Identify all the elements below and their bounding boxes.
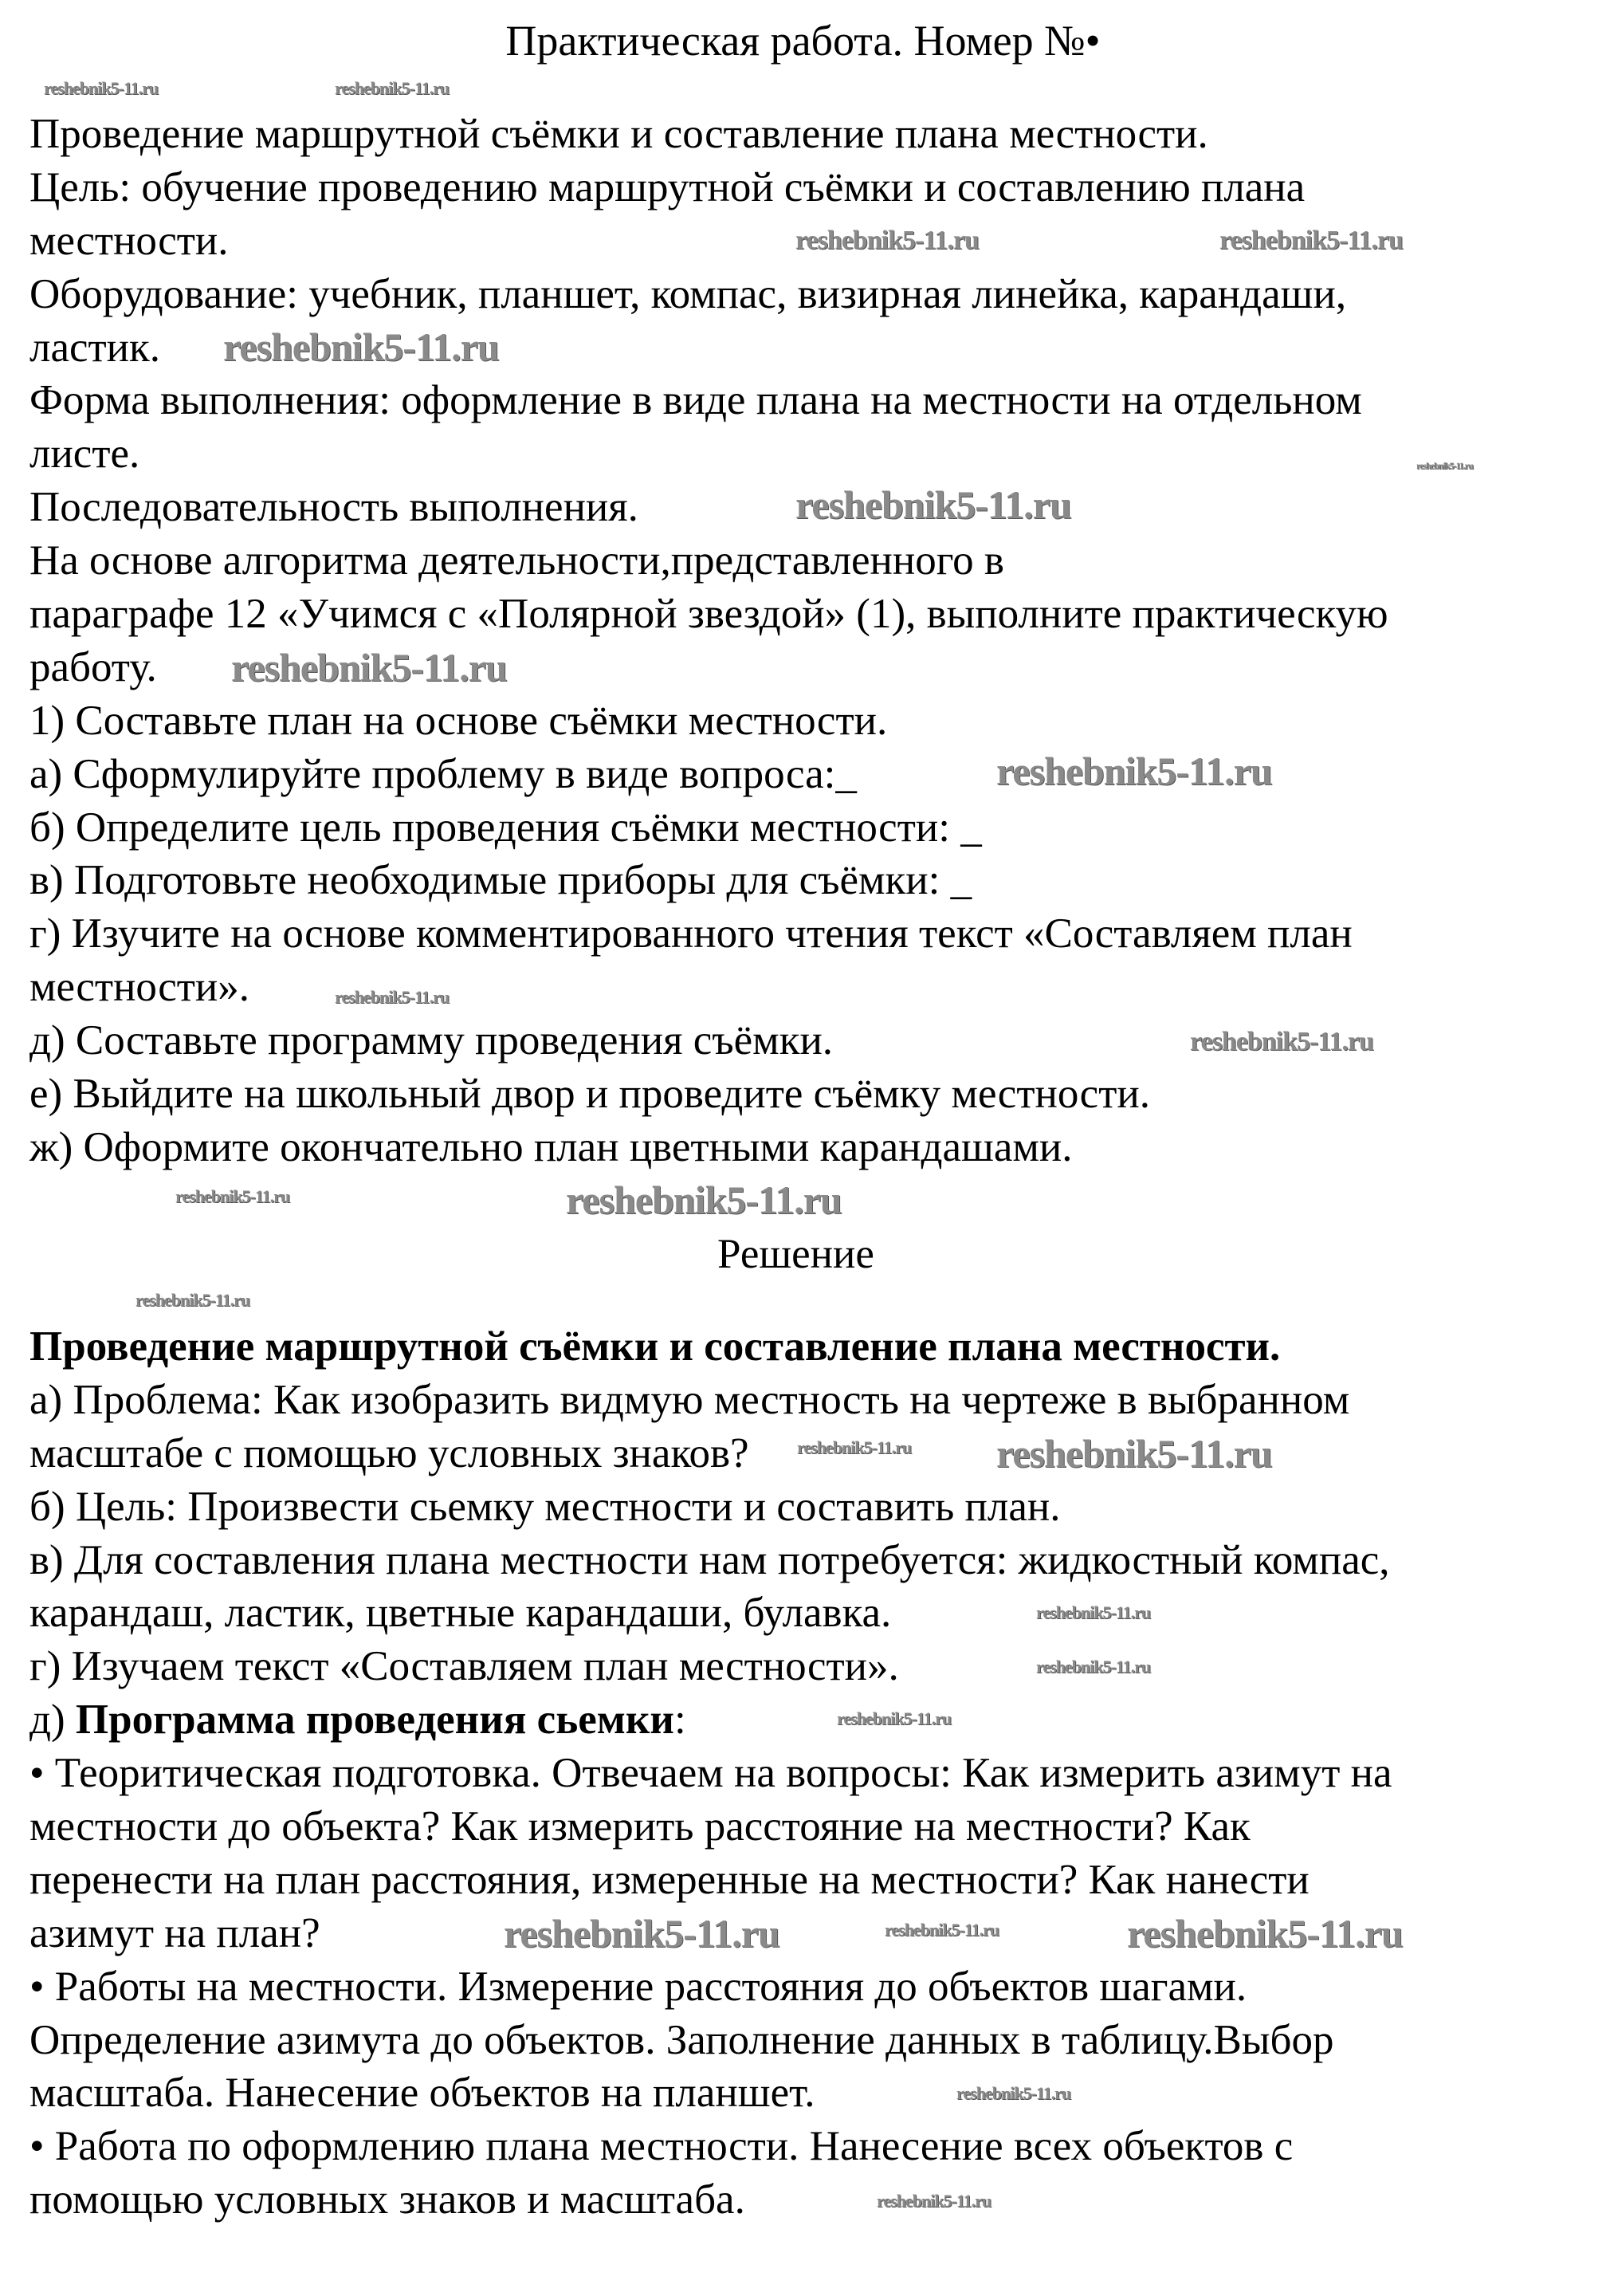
task-line: Проведение маршрутной съёмки и составление плана местности. [29, 111, 1208, 157]
watermark: reshebnik5-11.ru [1416, 460, 1473, 471]
solution-line: местности до объекта? Как измерить расстояние на местности? Как [29, 1803, 1251, 1850]
task-section [29, 108, 1592, 1281]
task-line: ластик. [29, 324, 161, 371]
program-prefix: д) [29, 1696, 76, 1744]
task-line: ж) Оформите окончательно план цветными карандашами. [29, 1123, 1073, 1170]
solution-line: карандаш, ластик, цветные карандаши, булавка. [29, 1590, 892, 1637]
task-line: Форма выполнения: оформление в виде плана на местности на отдельном [29, 377, 1362, 424]
watermark: reshebnik5-11.ru [996, 749, 1272, 793]
task-line: д) Составьте программу проведения съёмки. [29, 1017, 834, 1064]
watermark: reshebnik5-11.ru [335, 987, 450, 1007]
solution-line: • Работа по оформлению плана местности. Нанесение всех объектов с [29, 2123, 1294, 2170]
solution-line: помощью условных знаков и масштаба. [29, 2176, 745, 2223]
page-title: Практическая работа. Номер №• [505, 17, 1101, 65]
watermark: reshebnik5-11.ru [566, 1177, 842, 1222]
task-line: а) Сформулируйте проблему в виде вопроса:_ [29, 750, 857, 797]
program-suffix: : [673, 1696, 686, 1744]
watermark: reshebnik5-11.ru [175, 1186, 290, 1206]
solution-line: б) Цель: Произвести сьемку местности и составить план. [29, 1483, 1061, 1530]
solution-line: азимут на план? [29, 1909, 320, 1956]
task-line: Цель: обучение проведению маршрутной съёмки и составлению плана [29, 163, 1306, 210]
watermark: reshebnik5-11.ru [1127, 1911, 1403, 1956]
watermark: reshebnik5-11.ru [797, 1437, 912, 1457]
solution-line: г) Изучаем текст «Составляем план местности». [29, 1643, 899, 1690]
task-line: 1) Составьте план на основе съёмки местности. [29, 697, 888, 744]
watermark: reshebnik5-11.ru [44, 78, 159, 98]
watermark: reshebnik5-11.ru [877, 2191, 991, 2211]
solution-line: • Работы на местности. Измерение расстояния до объектов шагами. [29, 1963, 1247, 2010]
watermark: reshebnik5-11.ru [795, 226, 979, 255]
task-line: работу. [29, 643, 157, 690]
watermark: reshebnik5-11.ru [335, 78, 450, 98]
watermark: reshebnik5-11.ru [996, 1431, 1272, 1476]
task-line: б) Определите цель проведения съёмки местности: _ [29, 804, 982, 851]
task-line: На основе алгоритма деятельности,представленного в [29, 537, 1004, 584]
task-line: местности». [29, 964, 250, 1011]
watermark: reshebnik5-11.ru [231, 645, 507, 690]
solution-line: а) Проблема: Как изобразить видмую местность на чертеже в выбранном [29, 1376, 1350, 1423]
solution-line: перенести на план расстояния, измеренные на местности? Как нанести [29, 1856, 1310, 1903]
task-line: местности. [29, 217, 229, 264]
watermark: reshebnik5-11.ru [504, 1911, 779, 1956]
task-line: е) Выйдите на школьный двор и проведите съёмку местности. [29, 1071, 1150, 1118]
watermark: reshebnik5-11.ru [1190, 1027, 1373, 1056]
task-line: Последовательность выполнения. [29, 484, 638, 531]
watermark: reshebnik5-11.ru [135, 1290, 250, 1310]
solution-label: Решение [717, 1230, 874, 1277]
watermark: reshebnik5-11.ru [956, 2083, 1071, 2103]
watermark: reshebnik5-11.ru [223, 324, 499, 369]
solution-line: в) Для составления плана местности нам потребуется: жидкостный компас, [29, 1536, 1390, 1583]
watermark: reshebnik5-11.ru [795, 482, 1071, 527]
watermark: reshebnik5-11.ru [1036, 1657, 1151, 1677]
task-line: Оборудование: учебник, планшет, компас, визирная линейка, карандаши, [29, 270, 1347, 317]
solution-line: • Теоритическая подготовка. Отвечаем на вопросы: Как измерить азимут на [29, 1750, 1392, 1797]
watermark: reshebnik5-11.ru [885, 1920, 999, 1940]
solution-line: Определение азимута до объектов. Заполнение данных в таблицу.Выбор [29, 2016, 1334, 2063]
program-line [29, 1693, 1592, 1747]
task-line: в) Подготовьте необходимые приборы для съёмки: _ [29, 857, 972, 904]
watermark: reshebnik5-11.ru [837, 1708, 952, 1728]
task-line: параграфе 12 «Учимся с «Полярной звездой» (1), выполните практическую [29, 591, 1388, 638]
task-line: листе. [29, 431, 140, 478]
task-line: г) Изучите на основе комментированного чтения текст «Составляем план [29, 910, 1353, 957]
solution-line: масштабе с помощью условных знаков? [29, 1429, 749, 1476]
watermark: reshebnik5-11.ru [1219, 226, 1403, 255]
program-title: Программа проведения сьемки [75, 1696, 674, 1744]
watermark: reshebnik5-11.ru [1036, 1602, 1151, 1622]
solution-heading: Проведение маршрутной съёмки и составление плана местности. [29, 1323, 1281, 1370]
solution-line: масштаба. Нанесение объектов на планшет. [29, 2070, 815, 2117]
